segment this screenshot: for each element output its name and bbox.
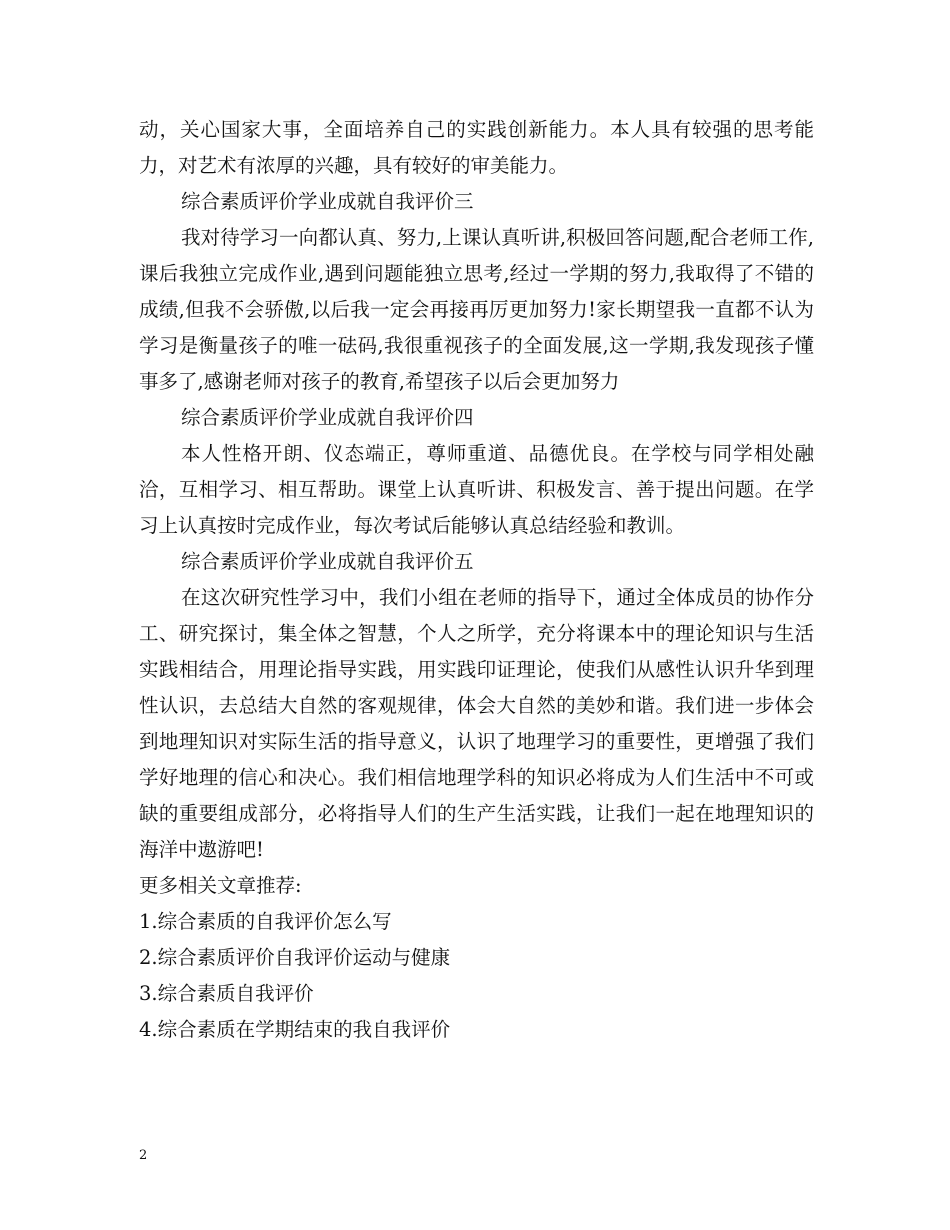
paragraph-3: 我对待学习一向都认真、努力,上课认真听讲,积极回答问题,配合老师工作,课后我独立完成作业,遇到问题能独立思考,经过一学期的努力,我取得了不错的成绩,但我不会骄傲,以后我一定会再接再厉更加努力!家长期望我一直都不认为学习是衡量孩子的唯一砝码,我很重视孩子的全面发展,这一学期,我发现孩子懂事多了,感谢老师对孩子的教育,希望孩子以后会更加努力 (139, 226, 814, 393)
related-article-link[interactable]: 2.综合素质评价自我评价运动与健康 (139, 946, 451, 969)
related-article-link[interactable]: 1.综合素质的自我评价怎么写 (139, 910, 392, 933)
document-body (139, 112, 814, 1048)
related-article-link[interactable]: 3.综合素质自我评价 (139, 982, 314, 1005)
related-articles-title: 更多相关文章推荐: (139, 874, 302, 897)
section-heading-5: 综合素质评价学业成就自我评价五 (181, 550, 474, 573)
paragraph-4: 本人性格开朗、仪态端正，尊师重道、品德优良。在学校与同学相处融洽，互相学习、相互帮助。课堂上认真听讲、积极发言、善于提出问题。在学习上认真按时完成作业，每次考试后能够认真总结经验和教训。 (139, 442, 814, 537)
paragraph-continuation: 动，关心国家大事，全面培养自己的实践创新能力。本人具有较强的思考能力，对艺术有浓厚的兴趣，具有较好的审美能力。 (139, 118, 814, 177)
related-article-link[interactable]: 4.综合素质在学期结束的我自我评价 (139, 1018, 451, 1041)
paragraph-5: 在这次研究性学习中，我们小组在老师的指导下，通过全体成员的协作分工、研究探讨，集全体之智慧，个人之所学，充分将课本中的理论知识与生活实践相结合，用理论指导实践，用实践印证理论，使我们从感性认识升华到理性认识，去总结大自然的客观规律，体会大自然的美妙和谐。我们进一步体会到地理知识对实际生活的指导意义，认识了地理学习的重要性，更增强了我们学好地理的信心和决心。我们相信地理学科的知识必将成为人们生活中不可或缺的重要组成部分，必将指导人们的生产生活实践，让我们一起在地理知识的海洋中遨游吧! (139, 586, 814, 861)
section-heading-4: 综合素质评价学业成就自我评价四 (181, 406, 474, 429)
page-number: 2 (139, 1148, 148, 1163)
section-heading-3: 综合素质评价学业成就自我评价三 (181, 190, 474, 213)
